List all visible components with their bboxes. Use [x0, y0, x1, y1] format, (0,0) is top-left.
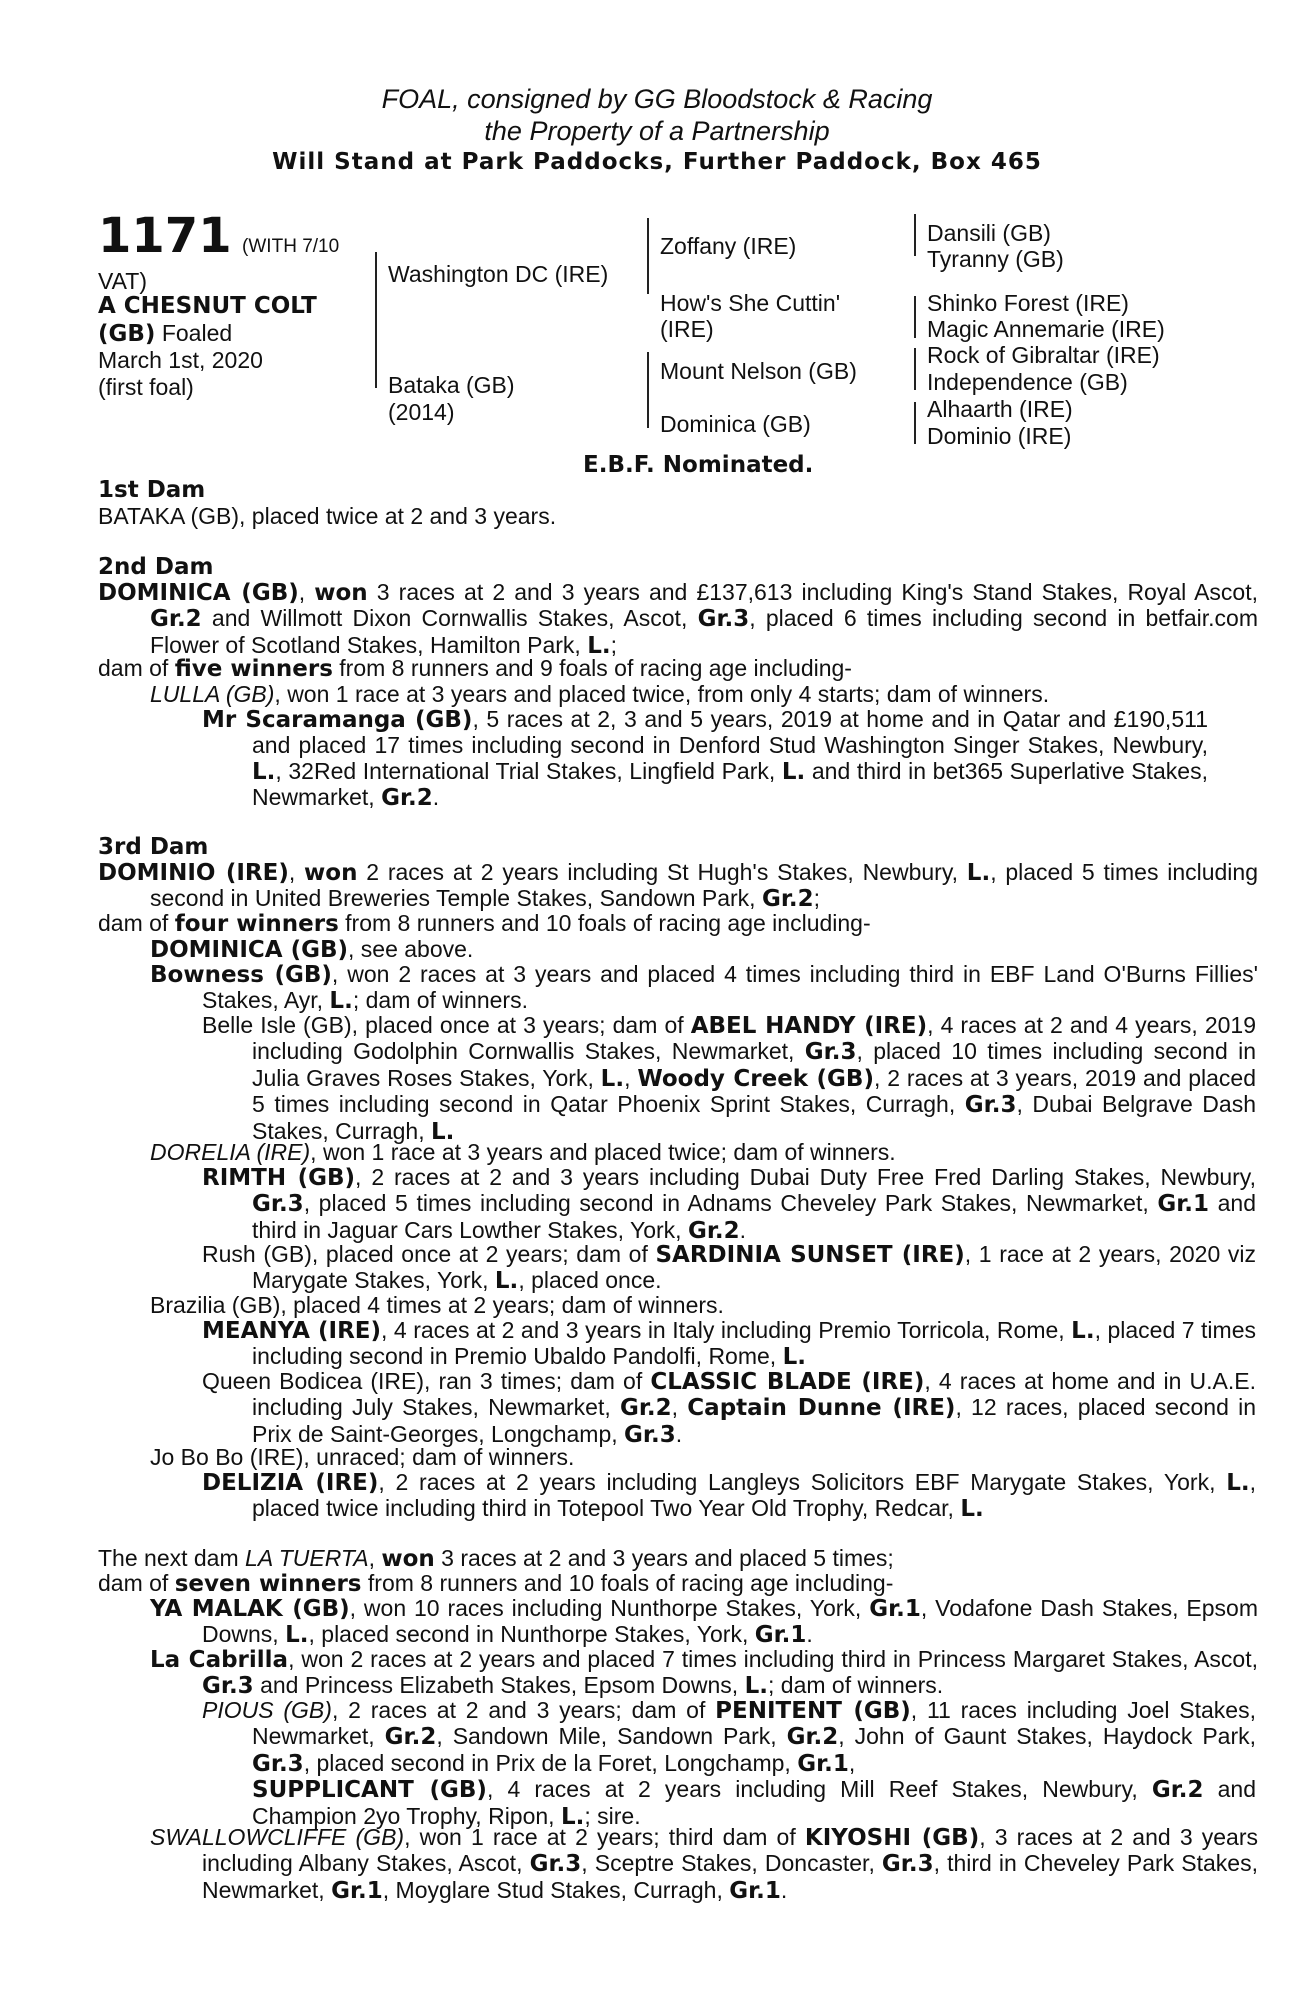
property-line: the Property of a Partnership	[484, 116, 830, 146]
dam-name: DOMINICA (GB)	[98, 580, 299, 606]
sire-dam: How's She Cuttin'	[660, 290, 841, 316]
ssd: Tyranny (GB)	[927, 246, 1064, 272]
lot-title: A CHESNUT COLT	[98, 293, 317, 319]
dorelia-entry: DORELIA (IRE), won 1 race at 3 years and placed twice; dam of winners.	[150, 1139, 896, 1165]
lot-vat: (WITH 7/10	[242, 236, 340, 257]
lot-foaled-date: March 1st, 2020	[98, 347, 263, 373]
next-dam-produce: dam of seven winners from 8 runners and 10 foals of racing age including-	[98, 1570, 894, 1597]
sire-sire: Zoffany (IRE)	[660, 233, 797, 259]
bowness-entry: Bowness (GB), won 2 races at 3 years and placed 4 times including third in EBF Land O'Burns Fillies' Stakes, Ayr, L.; dam of winners.	[150, 961, 1258, 1015]
belle-isle-entry: Belle Isle (GB), placed once at 3 years; dam of ABEL HANDY (IRE), 4 races at 2 and 4 years, 2019 including Godolphin Cornwallis Stakes, Newmarket, Gr.3, placed 10 times including second in Julia Graves Roses Stakes, York, L., Woody Creek (GB), 2 races at 3 years, 2019 and placed 5 times including second in Qatar Phoenix Sprint Stakes, Curragh, Gr.3, Dubai Belgrave Dash Stakes, Curragh, L.	[202, 1012, 1257, 1145]
consignor-line: FOAL, consigned by GG Bloodstock & Racing	[381, 84, 933, 114]
ddd: Dominio (IRE)	[927, 423, 1072, 449]
ya-malak-entry: YA MALAK (GB), won 10 races including Nunthorpe Stakes, York, Gr.1, Vodafone Dash Stakes, Epsom Downs, L., placed second in Nunthorpe Stakes, York, Gr.1.	[150, 1595, 1258, 1649]
next-dam-record: The next dam LA TUERTA, won 3 races at 2 and 3 years and placed 5 times;	[98, 1545, 894, 1572]
meanya-entry: MEANYA (IRE), 4 races at 2 and 3 years in Italy including Premio Torricola, Rome, L., placed 7 times including second in Premio Ubaldo Pandolfi, Rome, L.	[202, 1317, 1256, 1371]
brace-sire	[647, 218, 649, 294]
lot-origin: (GB)	[98, 321, 156, 347]
lot-number: 1171	[98, 208, 232, 264]
first-dam-text: BATAKA (GB), placed twice at 2 and 3 years.	[98, 503, 557, 529]
stand-location: Will Stand at Park Paddocks, Further Paddock, Box 465	[272, 149, 1042, 175]
dds: Alhaarth (IRE)	[927, 396, 1073, 422]
rimth-entry: RIMTH (GB), 2 races at 2 and 3 years including Dubai Duty Free Fred Darling Stakes, Newbury, Gr.3, placed 5 times including second in Adnams Cheveley Park Stakes, Newmarket, Gr.1 and third in Jaguar Cars Lowther Stakes, York, Gr.2.	[202, 1164, 1257, 1244]
lot-number-row	[98, 208, 339, 264]
sdd: Magic Annemarie (IRE)	[927, 316, 1165, 342]
lot-note: (first foal)	[98, 374, 194, 400]
won: won	[314, 580, 368, 606]
second-dam-produce: dam of five winners from 8 runners and 9 foals of racing age including-	[98, 655, 852, 682]
lot-foaled-row	[98, 320, 232, 348]
brace-dam	[647, 352, 649, 428]
dam-dam: Dominica (GB)	[660, 411, 811, 437]
ebf-nominated: E.B.F. Nominated.	[583, 452, 814, 478]
lulla-entry: LULLA (GB), won 1 race at 3 years and placed twice, from only 4 starts; dam of winners.	[150, 681, 1050, 707]
dam-year: (2014)	[388, 399, 455, 425]
brace-dd	[914, 402, 916, 444]
third-dam-record: DOMINIO (IRE), won 2 races at 2 years including St Hugh's Stakes, Newbury, L., placed 5 times including second in United Breweries Temple Stakes, Sandown Park, Gr.2;	[98, 859, 1259, 913]
brace-sd	[914, 296, 916, 338]
la-cabrilla-entry: La Cabrilla, won 2 races at 2 years and placed 7 times including third in Princess Margaret Stakes, Ascot, Gr.3 and Princess Elizabeth Stakes, Epsom Downs, L.; dam of winners.	[150, 1646, 1258, 1700]
dam: Bataka (GB)	[388, 372, 515, 398]
brace-ss	[914, 214, 916, 256]
lot-foaled: Foaled	[155, 320, 233, 346]
brace-ds	[914, 348, 916, 390]
rush-entry: Rush (GB), placed once at 2 years; dam of SARDINIA SUNSET (IRE), 1 race at 2 years, 2020 viz Marygate Stakes, York, L., placed once.	[202, 1241, 1256, 1295]
lot-vat-cont: VAT)	[98, 268, 147, 294]
dss: Rock of Gibraltar (IRE)	[927, 342, 1160, 368]
brace-sire-dam	[375, 252, 377, 388]
sss: Dansili (GB)	[927, 220, 1051, 246]
jo-bo-bo-entry: Jo Bo Bo (IRE), unraced; dam of winners.	[150, 1444, 575, 1470]
first-dam-heading: 1st Dam	[98, 477, 206, 503]
second-dam-heading: 2nd Dam	[98, 554, 214, 580]
mr-scaramanga-entry: Mr Scaramanga (GB), 5 races at 2, 3 and 5 years, 2019 at home and in Qatar and £190,511 and placed 17 times including second in Denford Stud Washington Singer Stakes, Newbury, L., 32Red International Trial Stakes, Lingfield Park, L. and third in bet365 Superlative Stakes, Newmarket, Gr.2.	[202, 706, 1208, 812]
dam-sire: Mount Nelson (GB)	[660, 358, 857, 384]
third-dam-heading: 3rd Dam	[98, 834, 209, 860]
dsd: Independence (GB)	[927, 369, 1128, 395]
sds: Shinko Forest (IRE)	[927, 290, 1129, 316]
queen-bodicea-entry: Queen Bodicea (IRE), ran 3 times; dam of CLASSIC BLADE (IRE), 4 races at home and in U.A.E. including July Stakes, Newmarket, Gr.2, Captain Dunne (IRE), 12 races, placed second in Prix de Saint-Georges, Longchamp, Gr.3.	[202, 1368, 1257, 1448]
delizia-entry: DELIZIA (IRE), 2 races at 2 years including Langleys Solicitors EBF Marygate Stakes, York, L., placed twice including third in Totepool Two Year Old Trophy, Redcar, L.	[202, 1469, 1256, 1523]
sire: Washington DC (IRE)	[388, 261, 609, 287]
second-dam-record: DOMINICA (GB), won 3 races at 2 and 3 years and £137,613 including King's Stand Stakes, Royal Ascot, Gr.2 and Willmott Dixon Cornwallis Stakes, Ascot, Gr.3, placed 6 times including second in betfair.com Flower of Scotland Stakes, Hamilton Park, L.;	[98, 579, 1258, 659]
swallowcliffe-entry: SWALLOWCLIFFE (GB), won 1 race at 2 years; third dam of KIYOSHI (GB), 3 races at 2 and 3 years including Albany Stakes, Ascot, Gr.3, Sceptre Stakes, Doncaster, Gr.3, third in Cheveley Park Stakes, Newmarket, Gr.1, Moyglare Stud Stakes, Curragh, Gr.1.	[150, 1824, 1258, 1904]
brazilia-entry: Brazilia (GB), placed 4 times at 2 years; dam of winners.	[150, 1292, 724, 1318]
third-dam-produce: dam of four winners from 8 runners and 10 foals of racing age including-	[98, 910, 871, 937]
sire-dam-origin: (IRE)	[660, 316, 714, 342]
pious-entry: PIOUS (GB), 2 races at 2 and 3 years; dam of PENITENT (GB), 11 races including Joel Stakes, Newmarket, Gr.2, Sandown Mile, Sandown Park, Gr.2, John of Gaunt Stakes, Haydock Park, Gr.3, placed second in Prix de la Foret, Longchamp, Gr.1, SUPPLICANT (GB), 4 races at 2 years including Mill Reef Stakes, Newbury, Gr.2 and Champion 2yo Trophy, Ripon, L.; sire.	[202, 1697, 1257, 1830]
dominica-entry: DOMINICA (GB), see above.	[150, 936, 474, 963]
